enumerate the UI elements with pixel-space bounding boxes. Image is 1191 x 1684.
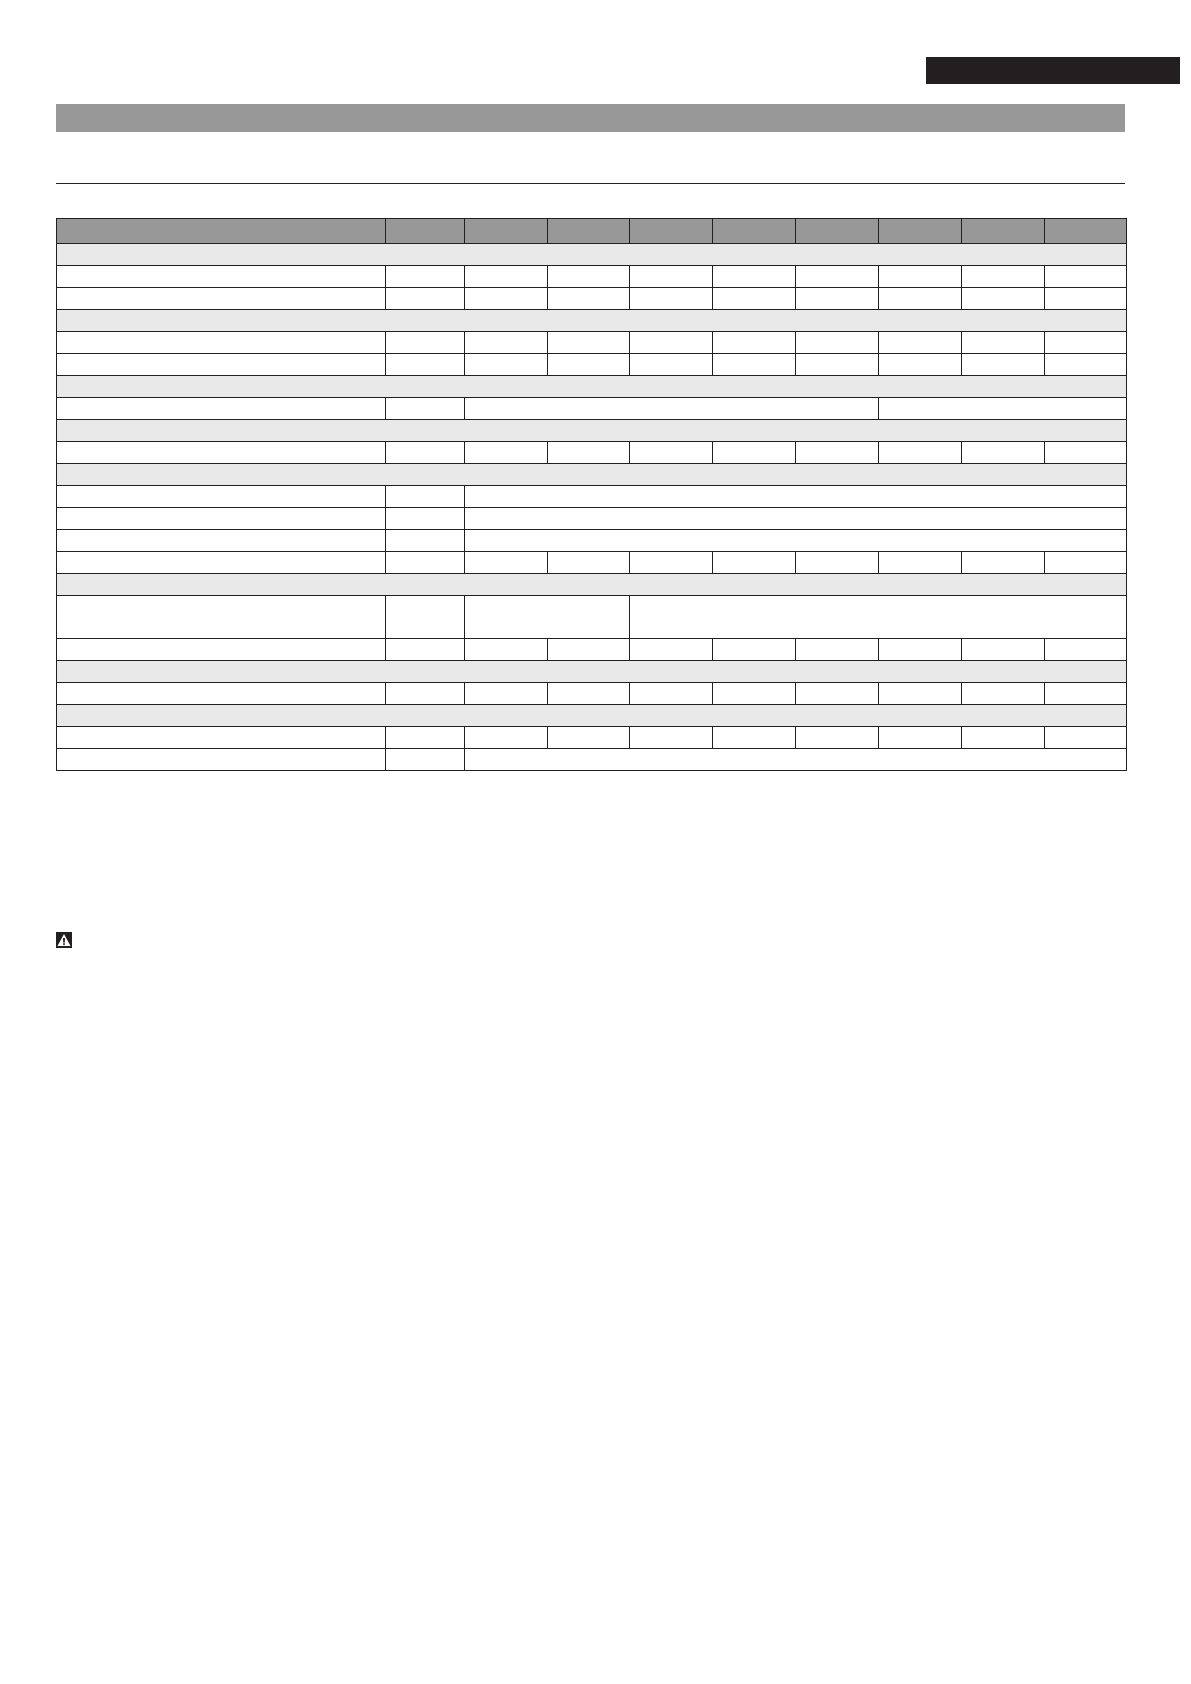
table-cell: [548, 354, 630, 376]
table-cell: [796, 442, 879, 464]
table-cell: [548, 266, 630, 288]
specifications-table: [56, 218, 1127, 771]
table-cell: [962, 552, 1045, 574]
table-cell: [548, 552, 630, 574]
table-group-row: [57, 244, 1127, 266]
table-cell: [879, 398, 1127, 420]
table-cell: [796, 354, 879, 376]
table-cell: [386, 596, 465, 639]
table-cell: [465, 530, 1127, 552]
table-cell: [1045, 332, 1127, 354]
row-label: [57, 596, 386, 639]
table-cell: [386, 508, 465, 530]
group-label: [57, 420, 1127, 442]
row-label: [57, 749, 386, 771]
row-label: [57, 727, 386, 749]
table-group-row: [57, 661, 1127, 683]
table-cell: [1045, 442, 1127, 464]
column-header: [713, 219, 796, 244]
row-label: [57, 683, 386, 705]
table-row: [57, 332, 1127, 354]
group-label: [57, 705, 1127, 727]
table-cell: [796, 288, 879, 310]
table-cell: [962, 442, 1045, 464]
table-cell: [630, 442, 713, 464]
table-cell: [630, 683, 713, 705]
group-label: [57, 376, 1127, 398]
table-cell: [630, 639, 713, 661]
group-label: [57, 244, 1127, 266]
table-row: [57, 354, 1127, 376]
table-cell: [630, 552, 713, 574]
table-cell: [796, 552, 879, 574]
table-row: [57, 508, 1127, 530]
table-group-row: [57, 310, 1127, 332]
table-cell: [465, 354, 548, 376]
table-cell: [465, 596, 630, 639]
language-tab: [926, 57, 1180, 84]
table-cell: [386, 398, 465, 420]
table-cell: [879, 683, 962, 705]
table-cell: [796, 683, 879, 705]
table-cell: [630, 266, 713, 288]
table-row: [57, 596, 1127, 639]
table-cell: [713, 639, 796, 661]
table-cell: [386, 683, 465, 705]
section-divider: [56, 183, 1125, 184]
table-row: [57, 727, 1127, 749]
table-cell: [796, 266, 879, 288]
table-cell: [879, 727, 962, 749]
table-cell: [386, 486, 465, 508]
group-label: [57, 574, 1127, 596]
table-cell: [465, 639, 548, 661]
table-cell: [713, 727, 796, 749]
table-cell: [548, 288, 630, 310]
column-header: [465, 219, 548, 244]
table-cell: [548, 727, 630, 749]
table-row: [57, 398, 1127, 420]
table-cell: [713, 354, 796, 376]
column-header: [962, 219, 1045, 244]
column-header: [386, 219, 465, 244]
column-header: [630, 219, 713, 244]
table-cell: [465, 398, 879, 420]
table-cell: [386, 288, 465, 310]
row-label: [57, 508, 386, 530]
table-cell: [713, 288, 796, 310]
table-cell: [713, 442, 796, 464]
table-cell: [713, 552, 796, 574]
table-cell: [465, 727, 548, 749]
table-cell: [465, 442, 548, 464]
table-cell: [713, 266, 796, 288]
table-row: [57, 486, 1127, 508]
table-cell: [713, 332, 796, 354]
table-cell: [962, 639, 1045, 661]
row-label: [57, 288, 386, 310]
table-row: [57, 552, 1127, 574]
table-cell: [962, 727, 1045, 749]
table-cell: [1045, 288, 1127, 310]
column-header: [57, 219, 386, 244]
table-cell: [879, 442, 962, 464]
table-cell: [386, 530, 465, 552]
table-cell: [879, 266, 962, 288]
group-label: [57, 464, 1127, 486]
table-cell: [386, 639, 465, 661]
table-cell: [879, 552, 962, 574]
table-cell: [879, 354, 962, 376]
table-row: [57, 683, 1127, 705]
table-cell: [386, 332, 465, 354]
table-group-row: [57, 464, 1127, 486]
group-label: [57, 661, 1127, 683]
table-cell: [386, 266, 465, 288]
column-header: [796, 219, 879, 244]
table-row: [57, 266, 1127, 288]
table-row: [57, 639, 1127, 661]
table-cell: [962, 332, 1045, 354]
table-cell: [1045, 639, 1127, 661]
row-label: [57, 266, 386, 288]
section-title-bar: [56, 104, 1125, 132]
row-label: [57, 530, 386, 552]
table-cell: [1045, 266, 1127, 288]
table-cell: [713, 683, 796, 705]
table-header-row: [57, 219, 1127, 244]
table-group-row: [57, 574, 1127, 596]
table-cell: [630, 354, 713, 376]
table-cell: [630, 727, 713, 749]
table-cell: [1045, 354, 1127, 376]
table-cell: [386, 552, 465, 574]
table-cell: [630, 288, 713, 310]
group-label: [57, 310, 1127, 332]
table-cell: [1045, 552, 1127, 574]
row-label: [57, 639, 386, 661]
table-row: [57, 749, 1127, 771]
table-cell: [548, 332, 630, 354]
table-cell: [386, 442, 465, 464]
table-cell: [465, 508, 1127, 530]
row-label: [57, 442, 386, 464]
table-cell: [630, 332, 713, 354]
table-cell: [465, 486, 1127, 508]
table-cell: [465, 552, 548, 574]
table-cell: [796, 639, 879, 661]
table-cell: [465, 332, 548, 354]
column-header: [548, 219, 630, 244]
column-header: [879, 219, 962, 244]
table-group-row: [57, 420, 1127, 442]
table-cell: [465, 683, 548, 705]
row-label: [57, 398, 386, 420]
table-cell: [962, 288, 1045, 310]
table-cell: [879, 639, 962, 661]
table-cell: [879, 332, 962, 354]
column-header: [1045, 219, 1127, 244]
table-cell: [1045, 683, 1127, 705]
table-cell: [962, 266, 1045, 288]
table-cell: [465, 749, 1127, 771]
table-cell: [465, 266, 548, 288]
row-label: [57, 486, 386, 508]
table-cell: [386, 727, 465, 749]
row-label: [57, 354, 386, 376]
table-row: [57, 442, 1127, 464]
table-cell: [796, 332, 879, 354]
warning-triangle-icon: [56, 932, 72, 948]
row-label: [57, 332, 386, 354]
table-cell: [465, 288, 548, 310]
table-group-row: [57, 376, 1127, 398]
table-cell: [796, 727, 879, 749]
table-cell: [548, 683, 630, 705]
table-cell: [962, 683, 1045, 705]
table-cell: [548, 639, 630, 661]
row-label: [57, 552, 386, 574]
table-cell: [386, 749, 465, 771]
table-cell: [962, 354, 1045, 376]
table-cell: [386, 354, 465, 376]
table-cell: [548, 442, 630, 464]
table-cell: [1045, 727, 1127, 749]
table-row: [57, 530, 1127, 552]
table-cell: [879, 288, 962, 310]
table-cell: [630, 596, 1127, 639]
table-row: [57, 288, 1127, 310]
table-group-row: [57, 705, 1127, 727]
